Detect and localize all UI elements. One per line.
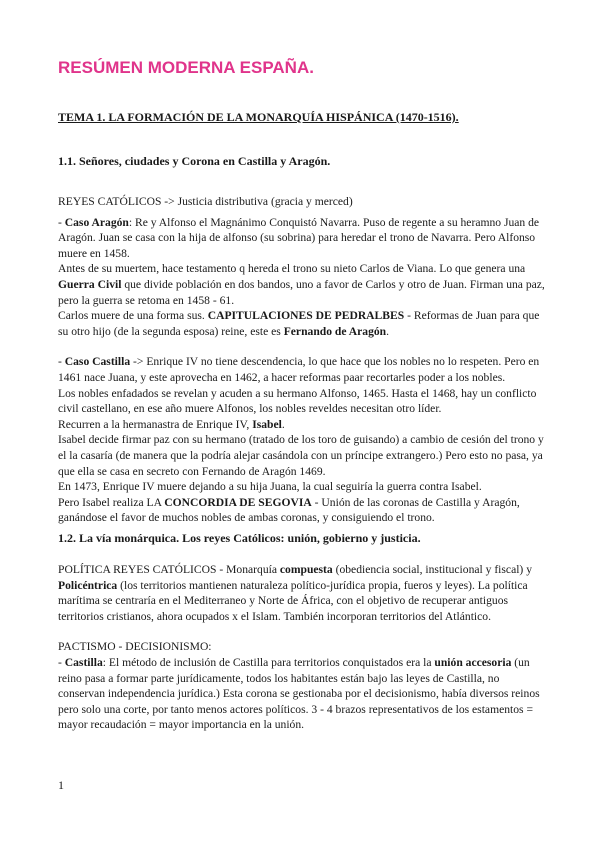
politica-paragraph <box>58 562 548 624</box>
castilla-paragraph-3 <box>58 417 548 433</box>
aragon-paragraph-2 <box>58 261 548 308</box>
page-number: 1 <box>58 778 64 792</box>
section-2-heading: 1.2. La vía monárquica. Los reyes Católicos: unión, gobierno y justicia. <box>58 531 421 545</box>
guerra-civil-term: Guerra Civil <box>58 277 122 291</box>
section-1-body <box>58 194 548 526</box>
document-title: RESÚMEN MODERNA ESPAÑA. <box>58 58 314 77</box>
aragon-text-3: que divide población en dos bandos, uno a favor de Carlos y otro de Juan. Firman una paz, pero la guerra se retoma en 1458 - 61. <box>58 277 545 307</box>
caso-castilla-paragraph <box>58 354 548 385</box>
castilla-text-3b: . <box>281 417 285 431</box>
pactismo-text-2: (un reino pasa a formar parte jurídicamente, todos los habitantes están bajo las leyes de Castilla, no conservan independencia jurídica.) Esta corona se gestionaba por el decisionismo, había diversos reinos pero solo una corte, por tanto menos actores políticos. 3 - 4 brazos representativos de los estamentos = mayor recaudación = mayor importancia en la unión. <box>58 655 540 732</box>
castilla-text-1: -> Enrique IV no tiene descendencia, lo que hace que los nobles no lo respeten. Pero en 1461 nace Juana, y este aprovecha en 1462, a hacer reformas paar recortarles poder a los nobles. <box>58 355 540 384</box>
pactismo-text-1: : El método de inclusión de Castilla para territorios conquistados era la <box>102 655 435 669</box>
pactismo-heading: PACTISMO - DECISIONISMO: <box>58 640 212 654</box>
reyes-catolicos-intro: REYES CATÓLICOS -> Justicia distributiva (gracia y merced) <box>58 195 353 208</box>
politica-text-3: (los territorios mantienen naturaleza político-jurídica propia, fueros y leyes). La política marítima se centraría en el Mediterraneo y Norte de África, con el objetivo de recuperar antiguos territorios cristianos, ahora ocupados x el Islam. También incorporan territorios del Atlántico. <box>58 578 528 623</box>
castilla-text-7: - Unión de las coronas de Castilla y Aragón, ganándose el favor de muchos nobles de ambas coronas, y consiguiendo el trono. <box>58 495 520 525</box>
isabel-term: Isabel <box>252 417 282 431</box>
castilla-text-5: En 1473, Enrique IV muere dejando a su hija Juana, la cual seguiría la guerra contra Isabel. <box>58 480 482 494</box>
castilla-text-6: Pero Isabel realiza LA <box>58 495 165 509</box>
pactismo-castilla-label: Castilla <box>64 655 103 669</box>
castilla-paragraph-6 <box>58 495 548 526</box>
castilla-text-2: Los nobles enfadados se revelan y acuden a su hermano Alfonso, 1465. Hasta el 1468, hay un conflicto civil castellano, en ese año muere Alfonos, los nobles reveldes necesitan otro líder. <box>58 386 537 416</box>
aragon-text-1: : Re y Alfonso el Magnánimo Conquistó Navarra. Puso de regente a su heramno Juan de Aragón. Juan se casa con la hija de alfonso (su sobrina) para heredar el trono de Navarra. Pero Alfonso muere en 1458. <box>58 215 540 260</box>
caso-aragon-paragraph <box>58 215 548 262</box>
aragon-text-2: Antes de su muertem, hace testamento q hereda el trono su nieto Carlos de Viana. Lo que genera una <box>58 262 526 276</box>
compuesta-term: compuesta <box>279 563 333 576</box>
capitulaciones-term: CAPITULACIONES DE PEDRALBES <box>207 309 405 323</box>
caso-castilla-label: Caso Castilla <box>64 355 131 369</box>
politica-text-1: POLÍTICA REYES CATÓLICOS - Monarquía <box>58 563 280 576</box>
concordia-term: CONCORDIA DE SEGOVIA <box>164 495 312 509</box>
section-1-heading: 1.1. Señores, ciudades y Corona en Castilla y Aragón. <box>58 154 331 168</box>
aragon-paragraph-3 <box>58 308 548 339</box>
dash: - <box>58 355 65 369</box>
politica-text-2: (obediencia social, institucional y fiscal) y <box>332 563 532 576</box>
castilla-text-3: Recurren a la hermanastra de Enrique IV, <box>58 417 253 431</box>
policentrica-term: Policéntrica <box>58 578 118 592</box>
caso-aragon-label: Caso Aragón <box>64 215 129 229</box>
aragon-text-5: - Reformas de Juan para que su otro hijo (de la segunda esposa) reine, este es <box>58 309 540 338</box>
dash: - <box>58 655 65 669</box>
fernando-term: Fernando de Aragón <box>283 324 387 338</box>
aragon-text-6: . <box>386 324 390 338</box>
section-2-body <box>58 562 548 733</box>
pactismo-castilla-paragraph <box>58 655 548 733</box>
union-accesoria-term: unión accesoria <box>434 655 512 669</box>
aragon-text-4: Carlos muere de una forma sus. <box>58 309 208 323</box>
castilla-text-4: Isabel decide firmar paz con su hermano (tratado de los toro de guisando) a cambio de cesión del trono y el la casaría (de manera que la podría alejar casándola con un príncipe extrangero.) Pero esto no pasa, ya que ella se casa en secreto con Fernando de Aragón 1469. <box>58 433 544 478</box>
tema-heading: TEMA 1. LA FORMACIÓN DE LA MONARQUÍA HISPÁNICA (1470-1516). <box>58 110 459 124</box>
dash: - <box>58 215 65 229</box>
